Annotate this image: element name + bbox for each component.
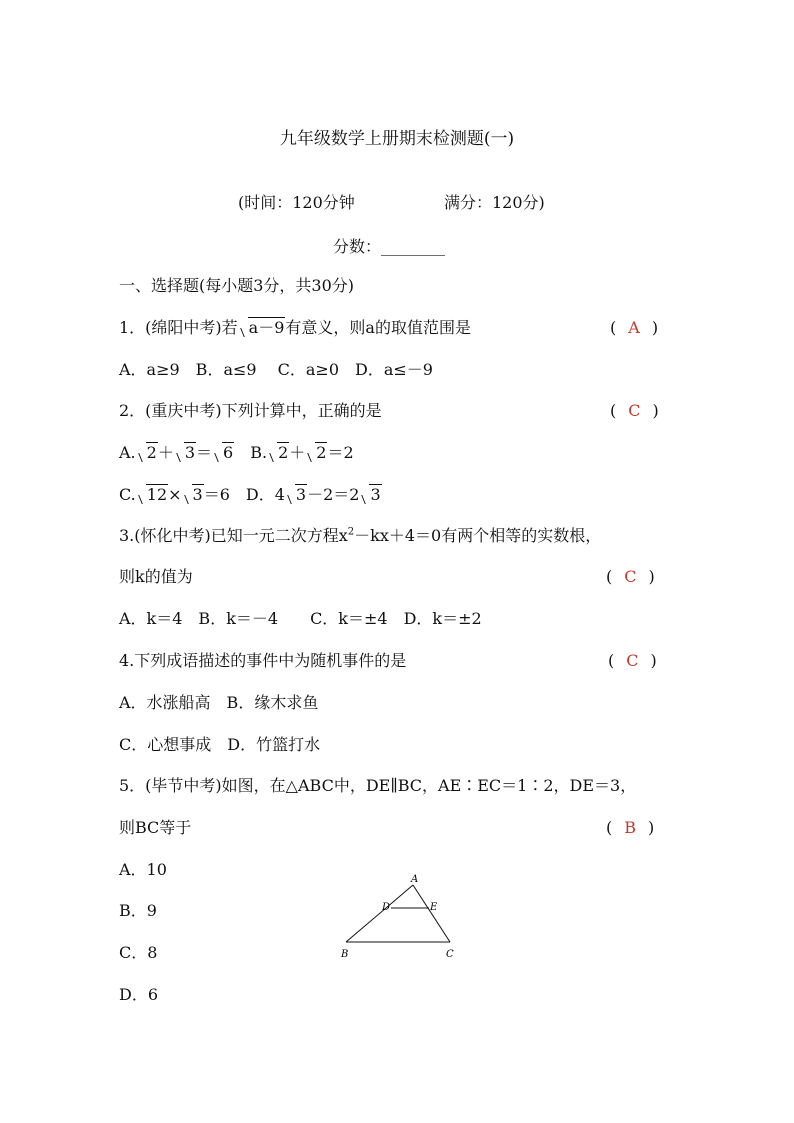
question-1-options: A．a≥9 B．a≤9 C．a≥0 D．a≤－9 [119, 360, 433, 379]
question-5-option-d: D．6 [119, 985, 159, 1004]
question-2-options-cd: C. 12× 3＝6 D．4 3－2＝2 3 [119, 485, 381, 504]
question-2-answer [610, 400, 659, 422]
q1-prefix: 1．(绵阳中考)若 [119, 318, 238, 337]
radical: 2 [268, 442, 289, 464]
radical: 3 [175, 442, 196, 464]
question-2-options-ab: A. 2＋ 3＝ 6 B. 2＋ 2＝2 [119, 443, 354, 462]
radical: 12 [137, 484, 168, 506]
q1-radical [239, 317, 286, 339]
question-5-option-a: A．10 [119, 860, 167, 879]
side-ab [346, 885, 413, 942]
label-c: C [446, 949, 454, 960]
paren-close: ) [648, 567, 655, 586]
score-field: 分数：________ [333, 237, 446, 256]
question-4-options-cd: C．心想事成 D．竹篮打水 [119, 735, 321, 754]
answer-letter: C [626, 651, 639, 670]
exponent: 2 [347, 526, 355, 538]
option-b-label: B. [234, 443, 268, 462]
question-4-answer [608, 650, 657, 672]
answer-letter: B [624, 818, 637, 837]
question-3-stem: 3.(怀化中考)已知一元二次方程$x^2-kx+4=0$有两个相等的实数根， [119, 526, 602, 545]
answer-letter: C [624, 567, 637, 586]
question-5-option-c: C．8 [119, 943, 158, 962]
question-1-answer [610, 317, 658, 339]
answer-letter: C [628, 401, 641, 420]
exam-full-score: 满分：120分) [444, 193, 545, 212]
paren-open: ( [610, 318, 617, 337]
question-3-answer [606, 566, 655, 588]
paren-open: ( [610, 401, 617, 420]
option-c-label: C. [119, 485, 136, 504]
q1-radicand: a－9 [248, 318, 285, 337]
paren-close: ) [648, 818, 655, 837]
question-5-stem: 5．(毕节中考)如图，在△ABC中，DE∥BC，AE∶EC＝1∶2，DE＝3， [119, 776, 637, 795]
question-3-stem-line2: 则k的值为 [119, 567, 193, 586]
option-a-label: A. [119, 443, 136, 462]
answer-letter: A [628, 318, 640, 337]
exam-time: (时间：120分钟 [238, 193, 355, 212]
paren-open: ( [606, 567, 613, 586]
question-5-answer [606, 817, 654, 839]
radical: 2 [306, 442, 327, 464]
page-title: 九年级数学上册期末检测题(一) [279, 129, 515, 149]
radical: 3 [360, 484, 381, 506]
option-d-label: D．4 [245, 485, 285, 504]
question-1-stem [119, 317, 471, 339]
label-a: A [411, 874, 419, 885]
radical: 2 [137, 442, 158, 464]
paren-close: ) [651, 318, 659, 337]
paren-open: ( [608, 651, 615, 670]
question-5-option-b: B．9 [119, 901, 157, 920]
paren-close: ) [650, 651, 657, 670]
question-5-stem-line2: 则BC等于 [119, 818, 192, 837]
triangle-figure [330, 872, 470, 967]
question-2-stem: 2．(重庆中考)下列计算中，正确的是 [119, 401, 382, 420]
section-heading: 一、选择题(每小题3分，共30分) [119, 276, 355, 295]
q1-suffix: 有意义，则a的取值范围是 [285, 318, 471, 337]
label-e: E [430, 902, 438, 913]
paren-open: ( [606, 818, 613, 837]
side-ac [413, 885, 450, 942]
label-b: B [341, 949, 349, 960]
paren-close: ) [652, 401, 659, 420]
radical: 3 [183, 484, 204, 506]
label-d: D [382, 902, 391, 913]
radical: 6 [213, 442, 234, 464]
radical: 3 [286, 484, 307, 506]
question-4-options-ab: A．水涨船高 B．缘木求鱼 [119, 693, 319, 712]
question-4-stem: 4.下列成语描述的事件中为随机事件的是 [119, 651, 407, 670]
question-3-options: A．k＝4 B．k＝－4 C．k＝±4 D．k＝±2 [119, 609, 482, 628]
